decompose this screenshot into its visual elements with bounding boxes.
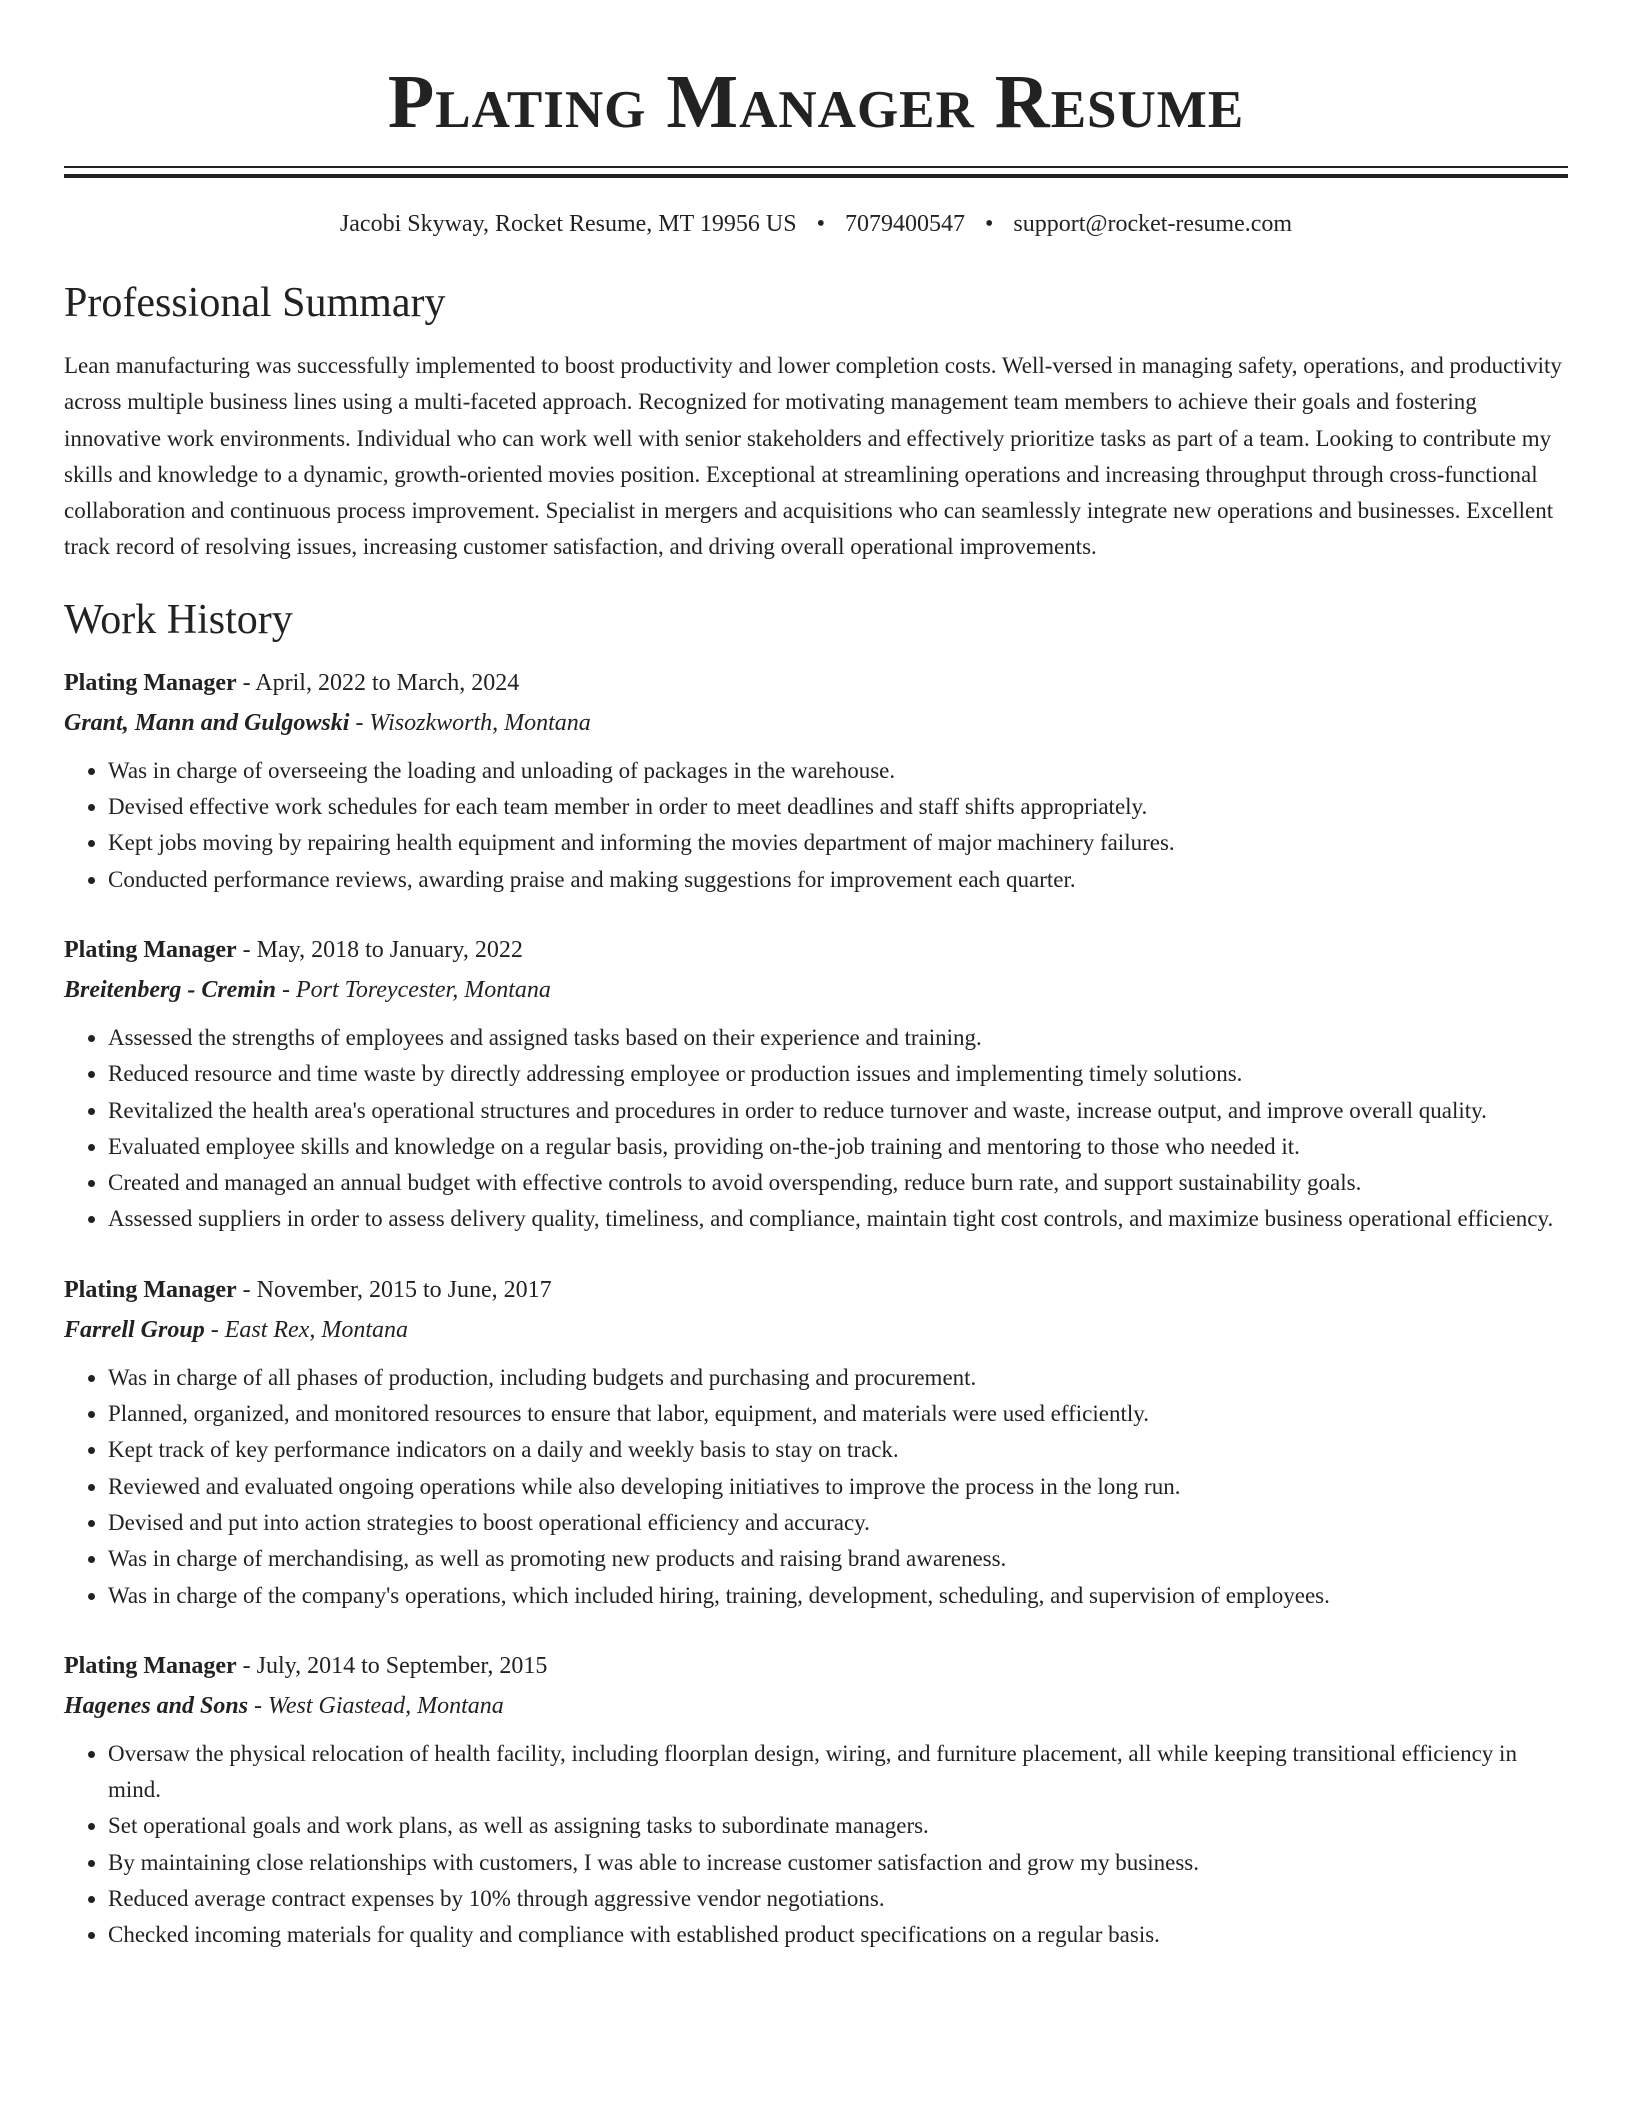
job-bullet: • Evaluated employee skills and knowledge on a regular basis, providing on-the-job training and mentoring to those who needed it.: [108, 1129, 1568, 1165]
job-bullet: • Set operational goals and work plans, as well as assigning tasks to subordinate managers.: [108, 1808, 1568, 1844]
job-company-line: [64, 703, 1568, 743]
job-title-line: [64, 1646, 1568, 1686]
contact-line: [64, 208, 1568, 240]
resume-page: [64, 0, 1568, 1954]
job-bullet: • Created and managed an annual budget with effective controls to avoid overspending, reduce burn rate, and support sustainability goals.: [108, 1165, 1568, 1201]
job-company: Hagenes and Sons: [64, 1692, 249, 1719]
job-bullet: • Was in charge of all phases of production, including budgets and purchasing and procurement.: [108, 1360, 1568, 1396]
job-title: Plating Manager: [64, 936, 237, 963]
job-title-line: [64, 663, 1568, 703]
job-title-line: [64, 1270, 1568, 1310]
job-bullets: [64, 1736, 1568, 1954]
job-entry: [64, 1270, 1568, 1614]
job-bullet: • Reviewed and evaluated ongoing operations while also developing initiatives to improve the process in the long run.: [108, 1469, 1568, 1505]
job-bullet: • Planned, organized, and monitored resources to ensure that labor, equipment, and materials were used efficiently.: [108, 1396, 1568, 1432]
job-company-line: [64, 1310, 1568, 1350]
job-dates: - July, 2014 to September, 2015: [236, 1652, 548, 1679]
job-bullet: • Kept jobs moving by repairing health equipment and informing the movies department of major machinery failures.: [108, 825, 1568, 861]
job-title: Plating Manager: [64, 1652, 237, 1679]
job-bullet: • Revitalized the health area's operational structures and procedures in order to reduce turnover and waste, increase output, and improve overall quality.: [108, 1093, 1568, 1129]
job-bullet: • Kept track of key performance indicators on a daily and weekly basis to stay on track.: [108, 1432, 1568, 1468]
contact-separator: •: [984, 211, 994, 237]
job-bullet: • Reduced average contract expenses by 10% through aggressive vendor negotiations.: [108, 1881, 1568, 1917]
job-location: - Wisozkworth, Montana: [349, 709, 591, 736]
job-location: - Port Toreycester, Montana: [276, 976, 551, 1003]
job-bullets: [64, 1020, 1568, 1238]
job-bullet: • Devised effective work schedules for each team member in order to meet deadlines and staff shifts appropriately.: [108, 789, 1568, 825]
job-entry: [64, 1646, 1568, 1954]
contact-separator: •: [816, 211, 825, 237]
job-company-line: [64, 1686, 1568, 1726]
work-history-heading: Work History: [64, 596, 293, 643]
job-bullet: • By maintaining close relationships with customers, I was able to increase customer satisfaction and grow my business.: [108, 1845, 1568, 1881]
contact-address: Jacobi Skyway, Rocket Resume, MT 19956 US: [339, 211, 797, 237]
job-title: Plating Manager: [64, 669, 237, 696]
job-bullet: • Was in charge of the company's operations, which included hiring, training, development, scheduling, and supervision of employees.: [108, 1578, 1568, 1614]
job-title: Plating Manager: [64, 1276, 237, 1303]
job-bullets: [64, 753, 1568, 898]
title-divider-thin: [64, 166, 1568, 168]
summary-text: Lean manufacturing was successfully implemented to boost productivity and lower completion costs. Well-versed in managing safety, operations, and productivity across multiple business lines using a multi-faceted approach. Recognized for motivating management team members to achieve their goals and fostering innovative work environments. Individual who can work well with senior stakeholders and effectively prioritize tasks as part of a team. Looking to contribute my skills and knowledge to a dynamic, growth-oriented movies position. Exceptional at streamlining operations and increasing throughput through cross-functional collaboration and continuous process improvement. Specialist in mergers and acquisitions who can seamlessly integrate new operations and businesses. Excellent track record of resolving issues, increasing customer satisfaction, and driving overall operational improvements.: [64, 353, 1562, 560]
job-bullet: • Assessed suppliers in order to assess delivery quality, timeliness, and compliance, maintain tight cost controls, and maximize business operational efficiency.: [108, 1201, 1568, 1237]
job-bullet: • Was in charge of overseeing the loading and unloading of packages in the warehouse.: [108, 753, 1568, 789]
job-location: - West Giastead, Montana: [248, 1692, 504, 1719]
job-dates: - April, 2022 to March, 2024: [236, 669, 520, 696]
job-bullets: [64, 1360, 1568, 1614]
contact-email: support@rocket-resume.com: [1013, 211, 1293, 237]
contact-phone: 7079400547: [844, 211, 965, 237]
job-company: Breitenberg - Cremin: [64, 976, 277, 1003]
job-entry: [64, 930, 1568, 1238]
job-bullet: • Was in charge of merchandising, as well as promoting new products and raising brand awareness.: [108, 1541, 1568, 1577]
title-divider-thick: [64, 174, 1568, 178]
job-dates: - May, 2018 to January, 2022: [236, 936, 523, 963]
job-company-line: [64, 970, 1568, 1010]
job-dates: - November, 2015 to June, 2017: [236, 1276, 552, 1303]
job-location: - East Rex, Montana: [204, 1316, 408, 1343]
resume-title: Plating Manager Resume: [387, 60, 1245, 144]
job-bullet: • Checked incoming materials for quality and compliance with established product specifications on a regular basis.: [108, 1917, 1568, 1953]
job-entry: [64, 663, 1568, 898]
job-bullet: • Conducted performance reviews, awarding praise and making suggestions for improvement each quarter.: [108, 862, 1568, 898]
summary-heading: Professional Summary: [64, 280, 446, 326]
job-company: Farrell Group: [64, 1316, 205, 1343]
job-bullet: • Oversaw the physical relocation of health facility, including floorplan design, wiring, and furniture placement, all while keeping transitional efficiency in mind.: [108, 1736, 1568, 1809]
job-bullet: • Reduced resource and time waste by directly addressing employee or production issues and implementing timely solutions.: [108, 1056, 1568, 1092]
job-bullet: • Devised and put into action strategies to boost operational efficiency and accuracy.: [108, 1505, 1568, 1541]
job-company: Grant, Mann and Gulgowski: [64, 709, 350, 736]
job-bullet: • Assessed the strengths of employees and assigned tasks based on their experience and training.: [108, 1020, 1568, 1056]
job-title-line: [64, 930, 1568, 970]
